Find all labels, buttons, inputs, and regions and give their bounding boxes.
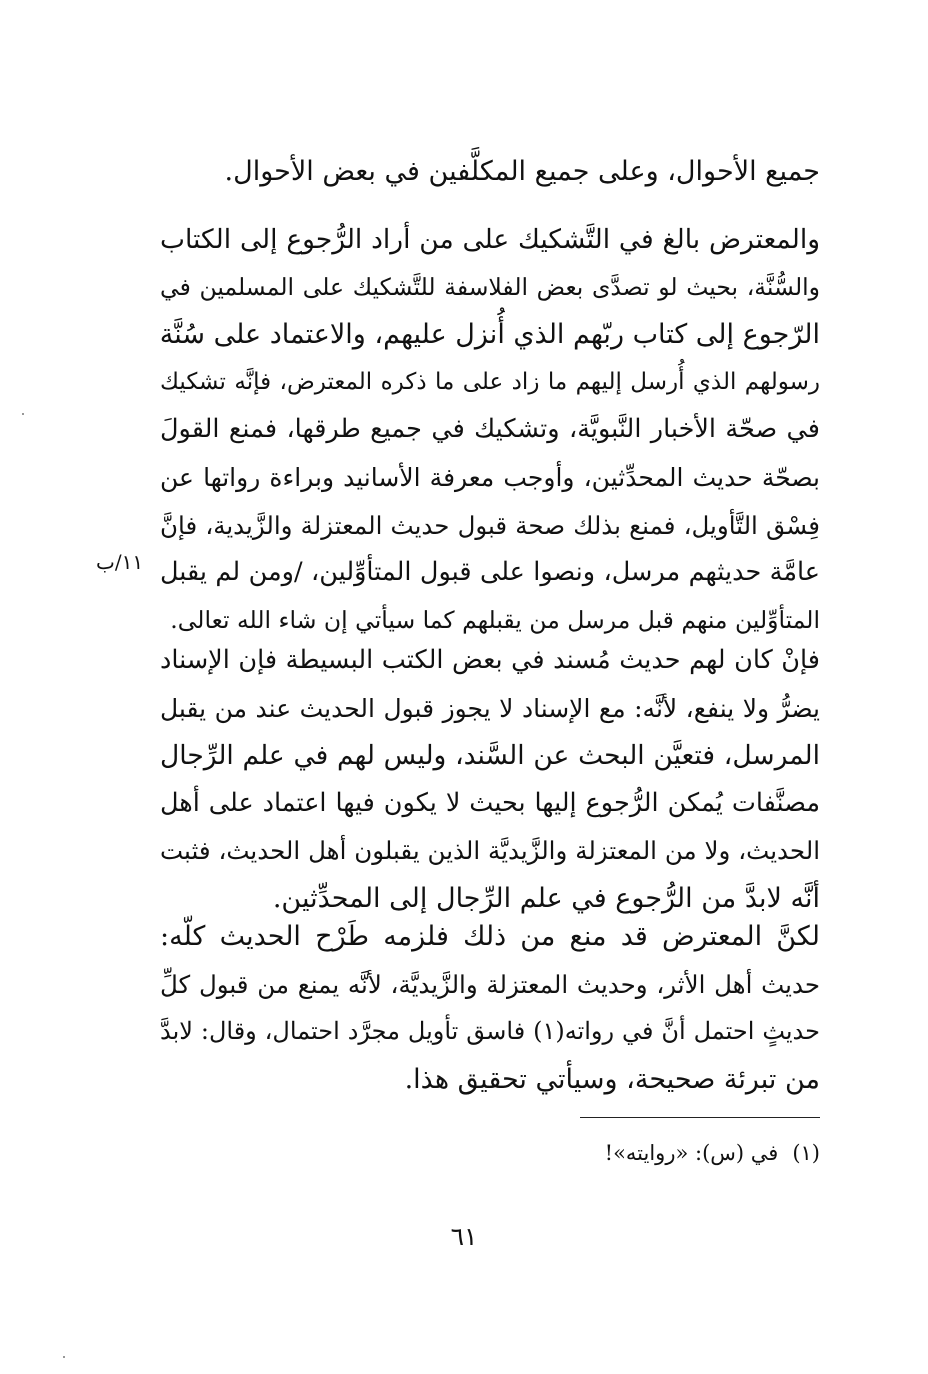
text-line: في صحّة الأخبار النَّبويَّة، وتشكيك في جميع طرقها، فمنع القولَ — [160, 414, 820, 445]
footnote-number: (١) — [792, 1141, 820, 1165]
text-line: رسولهم الذي أُرسل إليهم ما زاد على ما ذكره المعترض، فإنَّه تشكيك — [160, 368, 820, 395]
text-line: فِسْق التَّأويل، فمنع بذلك صحة قبول حديث المعتزلة والزَّيدية، فإنَّ — [160, 510, 820, 540]
text-line: فإنْ كان لهم حديث مُسند في بعض الكتب البسيطة فإن الإسناد — [160, 645, 820, 675]
paragraph-1 — [160, 148, 820, 196]
text-line: عامَّة حديثهم مرسل، ونصوا على قبول المتأوِّلين، /ومن لم يقبل — [160, 557, 820, 588]
text-line: بصحّة حديث المحدِّثين، وأوجب معرفة الأسانيد وبراءة رواتها عن — [160, 462, 820, 492]
paragraph-2 — [160, 216, 820, 644]
text-line: والمعترض بالغ في التَّشكيك على من أراد الرُّجوع إلى الكتاب — [160, 224, 820, 255]
text-line: حديث أهل الأثر، وحديث المعتزلة والزَّيديَّة، لأنَّه يمنع من قبول كلِّ — [160, 969, 820, 999]
scan-speck — [63, 1356, 65, 1358]
text-line: الحديث، ولا من المعتزلة والزَّيديَّة الذين يقبلون أهل الحديث، فثبت — [160, 836, 820, 866]
text-line: حديثٍ احتمل أنَّ في رواته(١) فاسق تأويل مجرَّد احتمال، وقال: لابدَّ — [160, 1017, 820, 1046]
footnote — [605, 1141, 820, 1165]
scan-speck — [22, 413, 24, 415]
page-number: ٦١ — [450, 1222, 478, 1251]
text-line: يضرُّ ولا ينفع، لأنَّه: مع الإسناد لا يجوز قبول الحديث عند من يقبل — [160, 693, 820, 723]
text-line: من تبرئة صحيحة، وسيأتي تحقيق هذا. — [404, 1063, 820, 1095]
text-line: جميع الأحوال، وعلى جميع المكلَّفين في بعض الأحوال. — [224, 156, 820, 187]
text-line: مصنَّفات يُمكن الرُّجوع إليها بحيث لا يكون فيها اعتماد على أهل — [160, 787, 820, 818]
text-line: أنَّه لابدَّ من الرُّجوع في علم الرِّجال إلى المحدِّثين. — [272, 882, 820, 914]
text-line: المتأوِّلين منهم قبل مرسل من يقبلهم كما سيأتي إن شاء الله تعالى. — [170, 605, 820, 634]
text-line: المرسل، فتعيَّن البحث عن السَّند، وليس لهم في علم الرِّجال — [160, 740, 820, 772]
footnote-text: في (س): «روايته»! — [604, 1141, 779, 1165]
paragraph-4 — [160, 913, 820, 1103]
text-line: لكنَّ المعترض قد منع من ذلك فلزمه طَرْح الحديث كلّه: — [160, 921, 820, 952]
text-line: الرّجوع إلى كتاب ربّهم الذي أُنزل عليهم، والاعتماد على سُنَّة — [159, 319, 820, 351]
text-line: والسُّنَّة، بحيث لو تصدَّى بعض الفلاسفة للتَّشكيك على المسلمين في — [160, 272, 820, 301]
paragraph-3 — [160, 637, 820, 923]
margin-folio-note: ١١/ب — [96, 550, 144, 574]
footnote-divider — [580, 1117, 820, 1118]
